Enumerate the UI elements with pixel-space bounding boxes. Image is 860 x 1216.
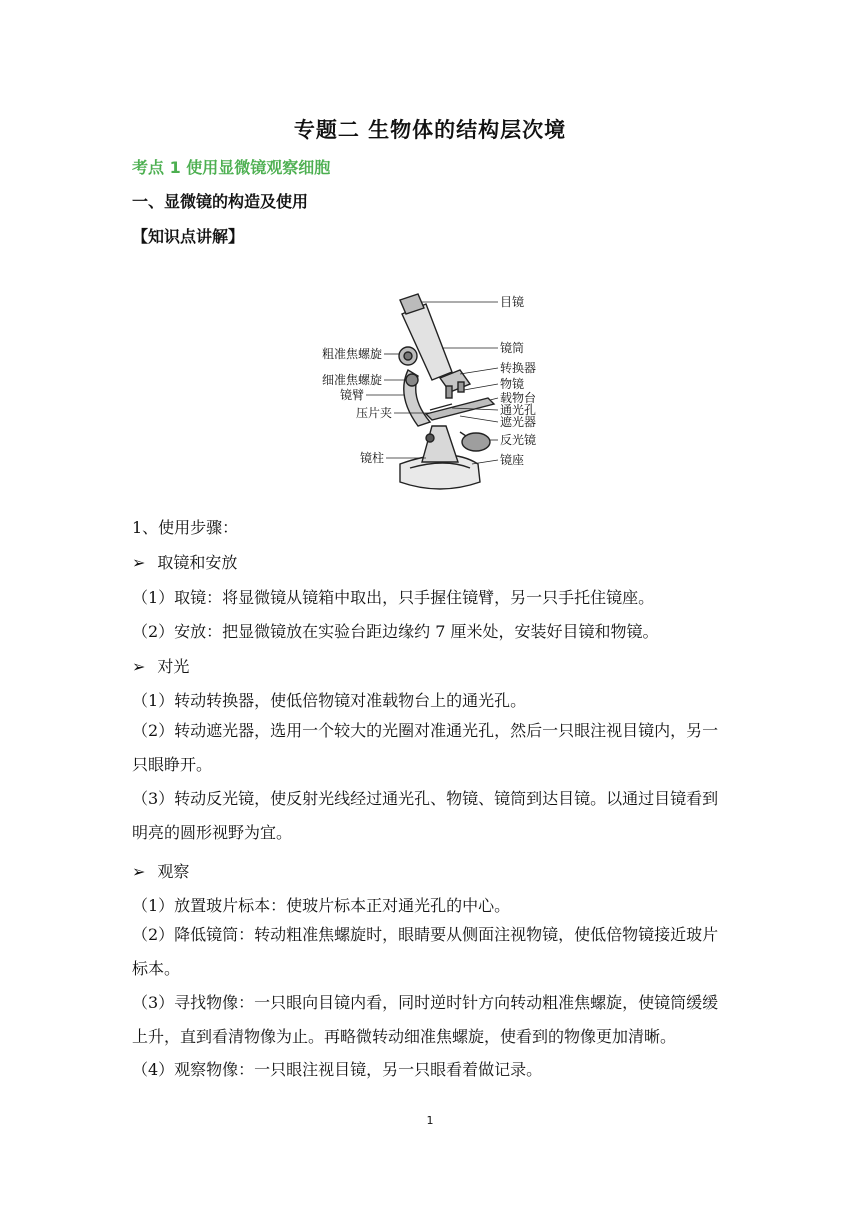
list-item: （2）降低镜筒：转动粗准焦螺旋时，眼睛要从侧面注视物镜，使低倍物镜接近玻片标本。: [132, 925, 719, 978]
label-mirror: 反光镜: [500, 433, 537, 447]
label-coarse-focus: 粗准焦螺旋: [321, 347, 382, 361]
microscope-figure: [300, 286, 560, 500]
bullet-arrow-icon: ➢: [132, 862, 146, 881]
list-item: （4）观察物像：一只眼注视目镜，另一只眼看着做记录。: [132, 1060, 543, 1079]
microscope-diagram: [300, 286, 560, 500]
bullet-arrow-icon: ➢: [132, 553, 146, 572]
label-fine-focus: 细准焦螺旋: [321, 373, 382, 387]
label-diaphragm: 遮光器: [500, 415, 537, 429]
list-item: （2）转动遮光器，选用一个较大的光圈对准通光孔，然后一只眼注视目镜内，另一只眼睁开。: [132, 721, 719, 774]
group-heading: [132, 654, 189, 677]
list-item: （2）安放：把显微镜放在实验台距边缘约 7 厘米处，安装好目镜和物镜。: [132, 622, 659, 641]
steps-heading: 1、使用步骤：: [132, 518, 239, 537]
group-heading: [132, 859, 189, 882]
page-number: 1: [426, 1114, 434, 1127]
bullet-arrow-icon: ➢: [132, 657, 146, 676]
label-objective: 物镜: [500, 377, 525, 391]
exam-point-heading: 考点 1 使用显微镜观察细胞: [132, 158, 331, 177]
section-heading: 一、显微镜的构造及使用: [132, 192, 309, 211]
page-title: 专题二 生物体的结构层次境: [293, 118, 567, 142]
group-heading-text: 观察: [157, 862, 190, 881]
label-base: 镜座: [500, 453, 525, 467]
label-stage: 载物台: [500, 391, 537, 405]
label-arm: 镜臂: [339, 388, 364, 402]
label-tube: 镜筒: [500, 341, 525, 355]
group-heading-text: 对光: [157, 657, 190, 676]
label-aperture: 通光孔: [500, 403, 537, 417]
label-eyepiece: 目镜: [500, 295, 525, 309]
list-item: （1）转动转换器，使低倍物镜对准载物台上的通光孔。: [132, 691, 527, 710]
list-item: （3）转动反光镜，使反射光线经过通光孔、物镜、镜筒到达目镜。以通过目镜看到明亮的圆形视野为宜。: [132, 789, 719, 842]
list-item: （1）取镜：将显微镜从镜箱中取出，只手握住镜臂，另一只手托住镜座。: [132, 588, 655, 607]
knowledge-heading: 【知识点讲解】: [132, 227, 245, 246]
label-pillar: 镜柱: [359, 451, 384, 465]
label-stage-clip: 压片夹: [355, 406, 392, 420]
group-heading: [132, 550, 237, 573]
list-item: （1）放置玻片标本：使玻片标本正对通光孔的中心。: [132, 896, 511, 915]
list-item: （3）寻找物像：一只眼向目镜内看，同时逆时针方向转动粗准焦螺旋，使镜筒缓缓上升，直到看清物像为止。再略微转动细准焦螺旋，使看到的物像更加清晰。: [132, 993, 719, 1046]
group-heading-text: 取镜和安放: [157, 553, 238, 572]
label-converter: 转换器: [500, 361, 537, 375]
